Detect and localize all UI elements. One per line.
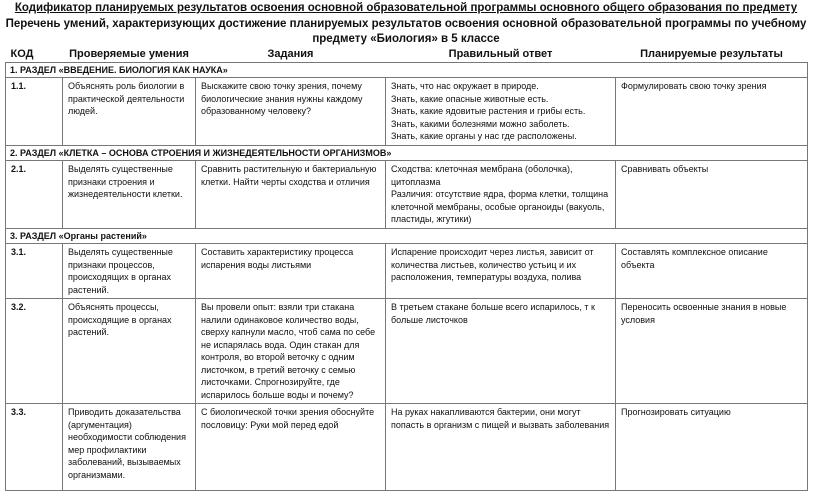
cell-code: 1.1.	[6, 78, 63, 146]
document	[5, 0, 807, 491]
document-subtitle: Перечень умений, характеризующих достижение планируемых результатов освоения основной образовательной программы по учебному предмету «Биология» в 5 классе	[5, 18, 807, 45]
cell-task: Составить характеристику процесса испарения воды листьями	[196, 244, 386, 299]
document-title: Кодификатор планируемых результатов освоения основной образовательной программы основного общего образования по предмету	[14, 2, 798, 14]
cell-result: Составлять комплексное описание объекта	[616, 244, 808, 299]
cell-task: С биологической точки зрения обоснуйте пословицу: Руки мой перед едой	[196, 404, 386, 491]
cell-skill: Выделять существенные признаки процессов, происходящих в органах растений.	[63, 244, 196, 299]
header-code: КОД	[6, 47, 63, 62]
cell-answer	[386, 404, 616, 491]
cell-skill: Приводить доказательства (аргументация) необходимости соблюдения мер профилактики заболеваний, вызываемых организмами.	[63, 404, 196, 491]
cell-answer	[386, 78, 616, 146]
header-answer: Правильный ответ	[386, 47, 616, 62]
answer-line: Знать, какие ядовитые растения и грибы есть.	[391, 106, 586, 116]
table-row	[6, 244, 808, 299]
header-result: Планируемые результаты	[616, 47, 808, 62]
table-row	[6, 404, 808, 491]
table-row	[6, 299, 808, 404]
section-row	[6, 228, 808, 244]
cell-code: 3.1.	[6, 244, 63, 299]
table-row	[6, 161, 808, 229]
answer-line: Знать, что нас окружает в природе.	[391, 81, 539, 91]
section-row	[6, 62, 808, 78]
cell-result: Прогнозировать ситуацию	[616, 404, 808, 491]
header-skill: Проверяемые умения	[63, 47, 196, 62]
header-task: Задания	[196, 47, 386, 62]
cell-code: 3.2.	[6, 299, 63, 404]
section-title: 1. РАЗДЕЛ «ВВЕДЕНИЕ. БИОЛОГИЯ КАК НАУКА»	[6, 62, 808, 78]
cell-answer	[386, 299, 616, 404]
answer-line: Знать, какими болезнями можно заболеть.	[391, 118, 570, 129]
section-row	[6, 145, 808, 161]
answer-line: В третьем стакане больше всего испарилось, т к больше листочков	[391, 302, 595, 325]
cell-result: Сравнивать объекты	[616, 161, 808, 229]
answer-line: Испарение происходит через листья, зависит от количества листьев, количество устьиц и их расположения, температуры воздуха, полива	[391, 247, 594, 282]
cell-task: Сравнить растительную и бактериальную клетки. Найти черты сходства и отличия	[196, 161, 386, 229]
table-row	[6, 78, 808, 146]
cell-answer	[386, 244, 616, 299]
cell-task: Выскажите свою точку зрения, почему биологические знания нужны каждому образованному человеку?	[196, 78, 386, 146]
cell-skill: Объяснять роль биологии в практической деятельности людей.	[63, 78, 196, 146]
cell-code: 3.3.	[6, 404, 63, 491]
cell-skill: Объяснять процессы, происходящие в органах растений.	[63, 299, 196, 404]
answer-line: Сходства: клеточная мембрана (оболочка), цитоплазма	[391, 164, 573, 187]
cell-skill: Выделять существенные признаки строения и жизнедеятельности клетки.	[63, 161, 196, 229]
answer-line: Различия: отсутствие ядра, форма клетки, толщина клеточной мембраны, особые органоиды (вакуоль, пластиды, жгутики)	[391, 189, 609, 224]
answer-line: На руках накапливаются бактерии, они могут попасть в организм с пищей и вызвать заболевания	[391, 407, 610, 430]
table-header-row	[6, 47, 808, 62]
answer-line: Знать, какие органы у нас где расположены.	[391, 131, 577, 141]
codifier-table	[5, 47, 808, 491]
cell-result: Переносить освоенные знания в новые условия	[616, 299, 808, 404]
cell-answer	[386, 161, 616, 229]
section-title: 3. РАЗДЕЛ «Органы растений»	[6, 228, 808, 244]
cell-code: 2.1.	[6, 161, 63, 229]
cell-task: Вы провели опыт: взяли три стакана налили одинаковое количество воды, сверху капнули масло, чтоб сама по себе не испарялась вода. Один стакан для контроля, во второй веточку с одним листочком, в третий веточку с семью листочками. Спрогнозируйте, где испарилось больше воды и почему?	[196, 299, 386, 404]
section-title: 2. РАЗДЕЛ «КЛЕТКА – ОСНОВА СТРОЕНИЯ И ЖИЗНЕДЕЯТЕЛЬНОСТИ ОРГАНИЗМОВ»	[6, 145, 808, 161]
cell-result: Формулировать свою точку зрения	[616, 78, 808, 146]
answer-line: Знать, какие опасные животные есть.	[391, 93, 549, 104]
